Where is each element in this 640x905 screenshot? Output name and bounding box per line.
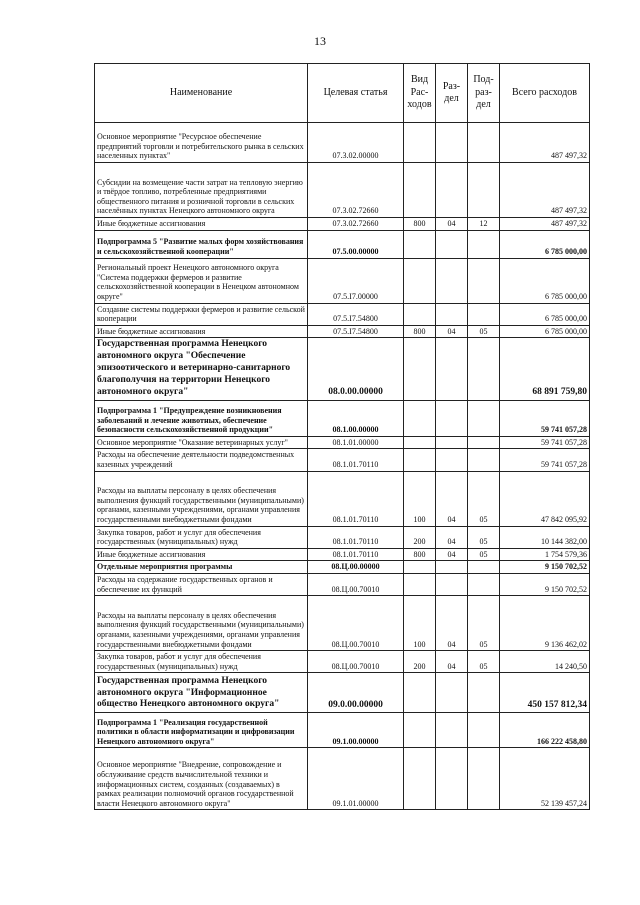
- row-subsection: [468, 673, 500, 713]
- row-section: [436, 258, 468, 303]
- header-name: Наименование: [95, 64, 308, 123]
- row-expense-type: [404, 303, 436, 325]
- row-total: 6 785 000,00: [500, 258, 590, 303]
- table-row: [95, 651, 590, 673]
- row-subsection: 12: [468, 218, 500, 231]
- row-subsection: [468, 573, 500, 595]
- row-code: 08.1.01.70110: [308, 526, 404, 548]
- row-name: Отдельные мероприятия программы: [95, 561, 308, 574]
- row-code: 08.1.01.00000: [308, 436, 404, 449]
- row-section: 04: [436, 651, 468, 673]
- row-code: 07.5.I7.54800: [308, 325, 404, 338]
- row-section: [436, 561, 468, 574]
- row-expense-type: 200: [404, 651, 436, 673]
- row-section: 04: [436, 471, 468, 526]
- table-row: [95, 303, 590, 325]
- row-section: [436, 449, 468, 471]
- row-expense-type: [404, 400, 436, 436]
- row-subsection: [468, 436, 500, 449]
- row-code: 07.5.I7.00000: [308, 258, 404, 303]
- row-expense-type: 800: [404, 325, 436, 338]
- row-total: 6 785 000,00: [500, 230, 590, 258]
- header-section: Раз- дел: [436, 64, 468, 123]
- row-name: Подпрограмма 5 "Развитие малых форм хозяйствования и сельскохозяйственной кооперации": [95, 230, 308, 258]
- row-total: 487 497,32: [500, 163, 590, 218]
- row-subsection: 05: [468, 325, 500, 338]
- row-expense-type: [404, 449, 436, 471]
- row-expense-type: 100: [404, 471, 436, 526]
- row-name: Основное мероприятие "Внедрение, сопровождение и обслуживание средств вычислительной техники и информационных систем, созданных (создаваемых) в рамках реализации полномочий органов государственной власти Ненецкого автономного округа": [95, 748, 308, 810]
- row-total: 59 741 057,28: [500, 436, 590, 449]
- row-total: 487 497,32: [500, 123, 590, 163]
- row-expense-type: 800: [404, 548, 436, 561]
- row-subsection: [468, 163, 500, 218]
- row-name: Создание системы поддержки фермеров и развитие сельской кооперации: [95, 303, 308, 325]
- table-row: [95, 338, 590, 400]
- row-code: 08.1.01.70110: [308, 548, 404, 561]
- row-subsection: [468, 561, 500, 574]
- row-total: 6 785 000,00: [500, 325, 590, 338]
- row-name: Расходы на выплаты персоналу в целях обеспечения выполнения функций государственными (муниципальными) органами, казенными учреждениями, органами управления государственными внебюджетными фондами: [95, 471, 308, 526]
- row-expense-type: [404, 573, 436, 595]
- table-row: [95, 449, 590, 471]
- row-name: Подпрограмма 1 "Предупреждение возникновения заболеваний и лечение животных, обеспечение безопасности сельскохозяйственной продукции": [95, 400, 308, 436]
- row-total: 9 150 702,52: [500, 573, 590, 595]
- row-total: 166 222 458,80: [500, 713, 590, 748]
- row-total: 68 891 759,80: [500, 338, 590, 400]
- row-total: 14 240,50: [500, 651, 590, 673]
- table-row: [95, 400, 590, 436]
- table-row: [95, 713, 590, 748]
- row-code: 07.5.I7.54800: [308, 303, 404, 325]
- row-name: Основное мероприятие "Ресурсное обеспечение предприятий торговли и потребительского рынка в сельских населенных пунктах": [95, 123, 308, 163]
- row-code: 09.0.00.00000: [308, 673, 404, 713]
- row-total: 59 741 057,28: [500, 400, 590, 436]
- row-subsection: [468, 230, 500, 258]
- row-expense-type: [404, 673, 436, 713]
- row-section: [436, 303, 468, 325]
- row-subsection: [468, 258, 500, 303]
- table-row: [95, 123, 590, 163]
- table-row: [95, 526, 590, 548]
- row-subsection: 05: [468, 651, 500, 673]
- table-row: [95, 748, 590, 810]
- table-row: [95, 258, 590, 303]
- row-total: 9 150 702,52: [500, 561, 590, 574]
- row-code: 09.1.00.00000: [308, 713, 404, 748]
- row-subsection: 05: [468, 548, 500, 561]
- row-total: 6 785 000,00: [500, 303, 590, 325]
- row-code: 07.3.02.72660: [308, 163, 404, 218]
- row-subsection: [468, 713, 500, 748]
- row-code: 08.0.00.00000: [308, 338, 404, 400]
- row-section: 04: [436, 325, 468, 338]
- row-expense-type: 200: [404, 526, 436, 548]
- header-expense-type: Вид Рас- ходов: [404, 64, 436, 123]
- row-code: 07.5.00.00000: [308, 230, 404, 258]
- header-total: Всего расходов: [500, 64, 590, 123]
- table-row: [95, 163, 590, 218]
- row-name: Государственная программа Ненецкого автономного округа "Информационное общество Ненецкого автономного округа": [95, 673, 308, 713]
- row-section: 04: [436, 218, 468, 231]
- header-subsection: Под- раз- дел: [468, 64, 500, 123]
- table-row: [95, 471, 590, 526]
- table-row: [95, 673, 590, 713]
- row-code: 07.3.02.72660: [308, 218, 404, 231]
- row-name: Подпрограмма 1 "Реализация государственной политики в области информатизации и цифровизации Ненецкого автономного округа": [95, 713, 308, 748]
- row-section: [436, 338, 468, 400]
- row-name: Государственная программа Ненецкого автономного округа "Обеспечение эпизоотического и ветеринарно-санитарного благополучия на территории Ненецкого автономного округа": [95, 338, 308, 400]
- row-total: 487 497,32: [500, 218, 590, 231]
- row-subsection: 05: [468, 596, 500, 651]
- row-subsection: [468, 123, 500, 163]
- row-code: 08.Ц.00.70010: [308, 573, 404, 595]
- row-subsection: [468, 338, 500, 400]
- row-section: [436, 673, 468, 713]
- row-total: 10 144 382,00: [500, 526, 590, 548]
- row-total: 59 741 057,28: [500, 449, 590, 471]
- table-row: [95, 561, 590, 574]
- table-row: [95, 548, 590, 561]
- row-total: 9 136 462,02: [500, 596, 590, 651]
- row-section: [436, 123, 468, 163]
- table-row: [95, 230, 590, 258]
- row-code: 07.3.02.00000: [308, 123, 404, 163]
- row-section: [436, 713, 468, 748]
- row-section: [436, 748, 468, 810]
- row-code: 08.Ц.00.70010: [308, 651, 404, 673]
- row-subsection: [468, 748, 500, 810]
- row-name: Иные бюджетные ассигнования: [95, 548, 308, 561]
- row-expense-type: [404, 338, 436, 400]
- row-name: Основное мероприятие "Оказание ветеринарных услуг": [95, 436, 308, 449]
- row-subsection: [468, 449, 500, 471]
- table-row: [95, 596, 590, 651]
- row-total: 52 139 457,24: [500, 748, 590, 810]
- row-total: 450 157 812,34: [500, 673, 590, 713]
- row-code: 08.Ц.00.70010: [308, 596, 404, 651]
- row-expense-type: [404, 561, 436, 574]
- row-name: Расходы на обеспечение деятельности подведомственных казенных учреждений: [95, 449, 308, 471]
- row-total: 1 754 579,36: [500, 548, 590, 561]
- row-subsection: 05: [468, 471, 500, 526]
- table-row: [95, 436, 590, 449]
- row-name: Закупка товаров, работ и услуг для обеспечения государственных (муниципальных) нужд: [95, 651, 308, 673]
- header-row: [95, 64, 590, 123]
- row-expense-type: [404, 436, 436, 449]
- row-expense-type: [404, 748, 436, 810]
- row-subsection: 05: [468, 526, 500, 548]
- table-row: [95, 325, 590, 338]
- row-name: Расходы на выплаты персоналу в целях обеспечения выполнения функций государственными (муниципальными) органами, казенными учреждениями, органами управления государственными внебюджетными фондами: [95, 596, 308, 651]
- budget-table: [94, 63, 590, 810]
- row-code: 08.1.01.70110: [308, 471, 404, 526]
- row-section: [436, 163, 468, 218]
- row-name: Иные бюджетные ассигнования: [95, 218, 308, 231]
- row-section: [436, 573, 468, 595]
- row-subsection: [468, 303, 500, 325]
- row-section: 04: [436, 548, 468, 561]
- row-section: [436, 436, 468, 449]
- row-section: 04: [436, 526, 468, 548]
- row-name: Расходы на содержание государственных органов и обеспечение их функций: [95, 573, 308, 595]
- row-total: 47 842 095,92: [500, 471, 590, 526]
- table-row: [95, 573, 590, 595]
- row-code: 08.1.01.70110: [308, 449, 404, 471]
- row-section: [436, 230, 468, 258]
- row-code: 08.Ц.00.00000: [308, 561, 404, 574]
- row-expense-type: [404, 163, 436, 218]
- row-name: Иные бюджетные ассигнования: [95, 325, 308, 338]
- table-row: [95, 218, 590, 231]
- row-code: 09.1.01.00000: [308, 748, 404, 810]
- row-expense-type: 800: [404, 218, 436, 231]
- row-expense-type: [404, 258, 436, 303]
- row-name: Региональный проект Ненецкого автономного округа "Система поддержки фермеров и развитие сельскохозяйственной кооперации в Ненецком автономном округе": [95, 258, 308, 303]
- row-expense-type: [404, 230, 436, 258]
- row-section: 04: [436, 596, 468, 651]
- row-expense-type: 100: [404, 596, 436, 651]
- row-expense-type: [404, 123, 436, 163]
- row-section: [436, 400, 468, 436]
- row-subsection: [468, 400, 500, 436]
- page-number: 13: [314, 34, 326, 48]
- row-name: Закупка товаров, работ и услуг для обеспечения государственных (муниципальных) нужд: [95, 526, 308, 548]
- row-name: Субсидии на возмещение части затрат на тепловую энергию и твёрдое топливо, потребленные предприятиями общественного питания и розничной торговли в сельских населённых пунктах Ненецкого автономного округа: [95, 163, 308, 218]
- row-expense-type: [404, 713, 436, 748]
- header-target-article: Целевая статья: [308, 64, 404, 123]
- row-code: 08.1.00.00000: [308, 400, 404, 436]
